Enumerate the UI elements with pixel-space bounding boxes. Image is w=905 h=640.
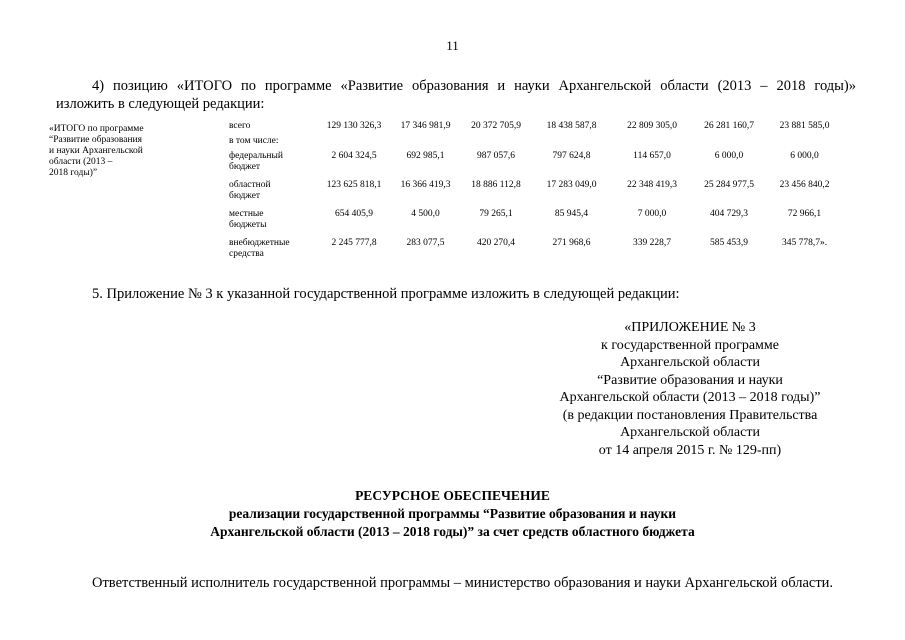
table-cell: 6 000,0	[714, 151, 744, 161]
table-cell: 23 456 840,2	[779, 180, 830, 190]
table-cell: 17 283 049,0	[546, 180, 597, 190]
table-cell: 585 453,9	[710, 238, 748, 248]
row-label: областной бюджет	[229, 180, 271, 201]
table-cell: 7 000,0	[637, 209, 667, 219]
appendix-line: “Развитие образования и науки	[597, 372, 783, 388]
heading-title: РЕСУРСНОЕ ОБЕСПЕЧЕНИЕ	[355, 488, 550, 503]
table-row	[229, 180, 844, 209]
itogo-label-line: “Развитие образования	[49, 135, 142, 145]
table-row	[229, 209, 844, 238]
table-cell: 20 372 705,9	[471, 121, 521, 131]
table-cell: 271 968,6	[552, 238, 591, 248]
section-heading	[0, 487, 905, 541]
item-4-paragraph	[56, 77, 856, 113]
row-label: в том числе:	[229, 136, 279, 146]
row-label: внебюджетные средства	[229, 238, 290, 259]
appendix-line: к государственной программе	[601, 337, 779, 353]
itogo-label-line: 2018 годы)”	[49, 168, 98, 178]
heading-line: реализации государственной программы “Развитие образования и науки	[228, 506, 677, 521]
appendix-header	[540, 319, 840, 459]
table-cell: 129 130 326,3	[326, 121, 382, 131]
table-cell: 26 281 160,7	[704, 121, 754, 131]
table-cell: 654 405,9	[335, 209, 373, 219]
table-cell: 2 604 324,5	[331, 151, 377, 161]
table-cell: 692 985,1	[406, 151, 445, 161]
page-number: 11	[446, 38, 459, 53]
row-label: федеральный бюджет	[229, 151, 283, 172]
table-cell: 25 284 977,5	[704, 180, 754, 190]
itogo-label	[49, 124, 174, 179]
table-cell: 17 346 981,9	[400, 121, 451, 131]
appendix-line: (в редакции постановления Правительства	[562, 407, 818, 423]
appendix-line: Архангельской области	[620, 425, 760, 440]
appendix-line: Архангельской области (2013 – 2018 годы)”	[559, 390, 821, 405]
itogo-label-line: и науки Архангельской	[49, 146, 143, 156]
table-cell: 22 348 419,3	[627, 180, 677, 190]
table-row	[229, 238, 844, 267]
table-cell: 23 881 585,0	[779, 121, 830, 131]
table-cell: 16 366 419,3	[400, 180, 451, 190]
table-cell: 404 729,3	[710, 209, 748, 219]
table-cell: 123 625 818,1	[326, 180, 382, 190]
item-5-paragraph: 5. Приложение № 3 к указанной государственной программе изложить в следующей редакции:	[92, 286, 680, 302]
table-cell: 987 057,6	[477, 151, 515, 161]
table-cell: 797 624,8	[552, 151, 591, 161]
table-cell: 79 265,1	[479, 209, 513, 219]
responsible-executor: Ответственный исполнитель государственной программы – министерство образования и науки Архангельской области.	[92, 575, 834, 591]
row-label: местные бюджеты	[229, 209, 267, 230]
table-row	[229, 136, 844, 151]
item-4-line-1: 4) позицию «ИТОГО по программе «Развитие образования и науки Архангельской области (2013 – 2018 годы)»	[92, 78, 856, 94]
table-cell: 6 000,0	[790, 151, 819, 161]
table-row	[229, 151, 844, 180]
table-cell: 72 966,1	[787, 209, 822, 219]
table-cell: 22 809 305,0	[627, 121, 677, 131]
table-cell: 18 438 587,8	[546, 121, 597, 131]
table-cell: 420 270,4	[477, 238, 515, 248]
table-cell: 339 228,7	[633, 238, 671, 248]
table-cell: 283 077,5	[406, 238, 445, 248]
appendix-line: от 14 апреля 2015 г. № 129-пп)	[598, 442, 782, 458]
table-cell: 18 886 112,8	[471, 180, 521, 190]
itogo-label-line: области (2013 –	[49, 157, 113, 167]
funding-table	[229, 121, 844, 267]
table-cell: 4 500,0	[411, 209, 440, 219]
table-cell: 114 657,0	[633, 151, 671, 161]
appendix-line: «ПРИЛОЖЕНИЕ № 3	[624, 320, 756, 335]
table-cell: 2 245 777,8	[331, 238, 377, 248]
table-cell: 85 945,4	[554, 209, 589, 219]
itogo-label-line: «ИТОГО по программе	[49, 124, 144, 134]
heading-line: Архангельской области (2013 – 2018 годы)” за счет средств областного бюджета	[210, 524, 695, 539]
appendix-line: Архангельской области	[620, 355, 760, 370]
table-row	[229, 121, 844, 136]
table-cell: 345 778,7».	[781, 238, 828, 248]
row-label: всего	[229, 121, 251, 131]
item-4-line-2: изложить в следующей редакции:	[56, 96, 265, 112]
